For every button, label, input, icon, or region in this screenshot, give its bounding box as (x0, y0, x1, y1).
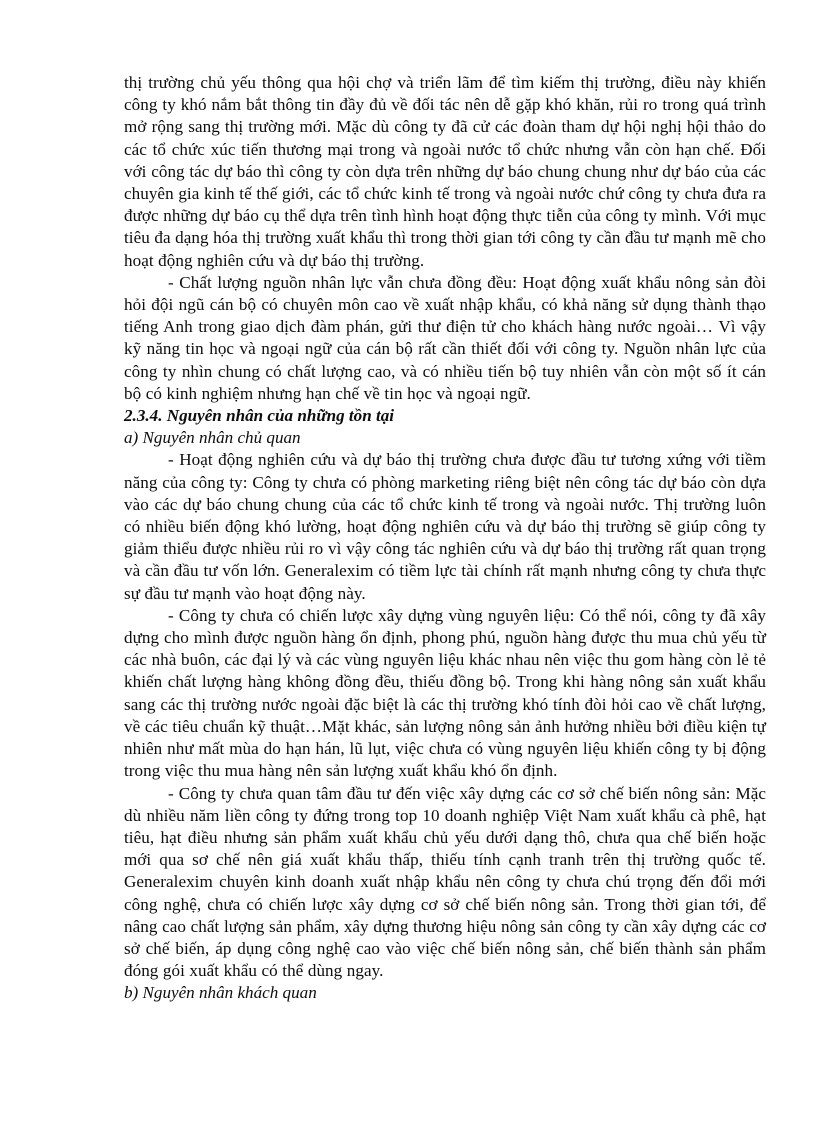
subheading-b-objective-causes: b) Nguyên nhân khách quan (124, 983, 317, 1003)
page-content (124, 72, 766, 1005)
paragraph-continuation: thị trường chủ yếu thông qua hội chợ và triển lãm để tìm kiếm thị trường, điều này khiến công ty khó nắm bắt thông tin đầy đủ về đối tác nên dễ gặp khó khăn, rủi ro trong quá trình mở rộng sang thị trường mới. Mặc dù công ty đã cử các đoàn tham dự hội nghị hội thảo do các tổ chức xúc tiến thương mại trong và ngoài nước tổ chức nhưng vẫn còn hạn chế. Đối với công tác dự báo thì công ty còn dựa trên những dự báo chung chung như dự báo của các chuyên gia kinh tế thế giới, các tổ chức kinh tế trong và ngoài nước chứ công ty chưa đưa ra được những dự báo cụ thể dựa trên tình hình hoạt động thực tiễn của công ty mình. Với mục tiêu đa dạng hóa thị trường xuất khẩu thì trong thời gian tới công ty cần đầu tư mạnh mẽ cho hoạt động nghiên cứu và dự báo thị trường. (124, 73, 766, 270)
subheading-a-subjective-causes: a) Nguyên nhân chủ quan (124, 428, 301, 448)
section-heading-2-3-4: 2.3.4. Nguyên nhân của những tồn tại (124, 406, 395, 426)
paragraph-human-resources: - Chất lượng nguồn nhân lực vẫn chưa đồng đều: Hoạt động xuất khẩu nông sản đòi hỏi đội ngũ cán bộ có chuyên môn cao về xuất nhập khẩu, có khả năng sử dụng thành thạo tiếng Anh trong giao dịch đàm phán, gửi thư điện tử cho khách hàng nước ngoài… Vì vậy kỹ năng tin học và ngoại ngữ của cán bộ rất cần thiết đối với công ty. Nguồn nhân lực của công ty nhìn chung có chất lượng cao, và có nhiều tiến bộ tuy nhiên vẫn còn một số ít cán bộ có kinh nghiệm nhưng hạn chế về tin học và ngoại ngữ. (124, 272, 766, 403)
paragraph-raw-material-strategy: - Công ty chưa có chiến lược xây dựng vùng nguyên liệu: Có thể nói, công ty đã xây dựng cho mình được nguồn hàng ổn định, phong phú, nguồn hàng được thu mua chủ yếu từ các nhà buôn, các đại lý và các vùng nguyên liệu khác nhau nên việc thu gom hàng còn lẻ tẻ khiến chất lượng hàng không đồng đều, thiếu đồng bộ. Trong khi hàng nông sản xuất khẩu sang các thị trường nước ngoài đặc biệt là các thị trường khó tính đòi hỏi cao về chất lượng, về các tiêu chuẩn kỹ thuật…Mặt khác, sản lượng nông sản ảnh hưởng nhiều bởi điều kiện tự nhiên như mất mùa do hạn hán, lũ lụt, việc chưa có vùng nguyên liệu khiến công ty bị động trong việc thu mua hàng nên sản lượng xuất khẩu khó ổn định. (124, 605, 766, 781)
paragraph-market-research: - Hoạt động nghiên cứu và dự báo thị trường chưa được đầu tư tương xứng với tiềm năng của công ty: Công ty chưa có phòng marketing riêng biệt nên công tác dự báo còn dựa vào các dự báo chung chung của các tổ chức kinh tế trong và ngoài nước. Thị trường luôn có nhiều biến động khó lường, hoạt động nghiên cứu và dự báo thị trường sẽ giúp công ty giảm thiểu được nhiều rủi ro vì vậy công tác nghiên cứu và dự báo thị trường rất quan trọng và cần đầu tư vốn lớn. Generalexim có tiềm lực tài chính rất mạnh nhưng công ty chưa thực sự đầu tư mạnh vào hoạt động này. (124, 450, 766, 603)
paragraph-processing-facilities: - Công ty chưa quan tâm đầu tư đến việc xây dựng các cơ sở chế biến nông sản: Mặc dù nhiều năm liền công ty đứng trong top 10 doanh nghiệp Việt Nam xuất khẩu cà phê, hạt tiêu, hạt điều nhưng sản phẩm xuất khẩu chủ yếu dưới dạng thô, chưa qua chế biến hoặc mới qua sơ chế nên giá xuất khẩu thấp, thiếu tính cạnh tranh trên thị trường quốc tế. Generalexim chuyên kinh doanh xuất nhập khẩu nên công ty chưa chú trọng đến đổi mới công nghệ, chưa có chiến lược xây dựng cơ sở chế biến nông sản. Trong thời gian tới, để nâng cao chất lượng sản phẩm, xây dựng thương hiệu nông sản công ty cần xây dựng các cơ sở chế biến, áp dụng công nghệ cao vào việc chế biến nông sản, chế biến thành sản phẩm đóng gói xuất khẩu có thể dùng ngay. (124, 783, 766, 981)
